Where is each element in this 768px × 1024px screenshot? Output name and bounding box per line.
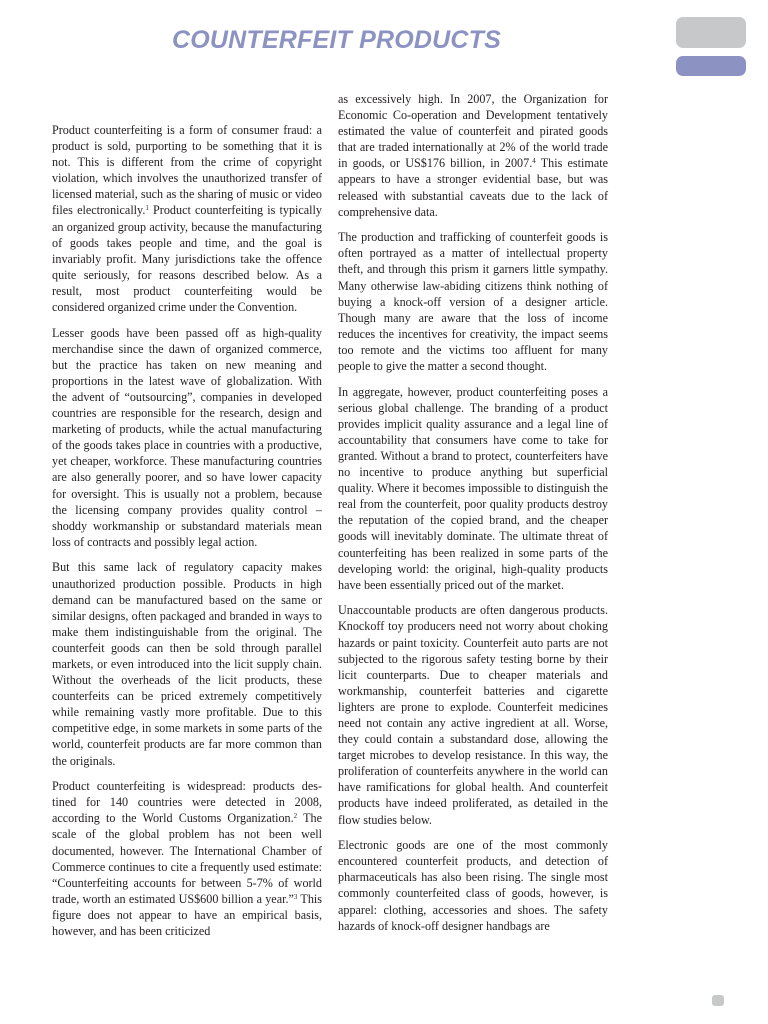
page-title: COUNTERFEIT PRODUCTS — [172, 26, 501, 54]
chapter-tab-grey — [676, 17, 746, 48]
paragraph: Unaccountable products are often dangerous products. Knockoff toy producers need not worry about choking hazards or paint toxicity. Counterfeit auto parts are not subjected to the rigorous safety testing borne by their licit counterparts. Due to cheaper materials and workmanship, counterfeit batteries and cigarette lighters are prone to explode. Counterfeit medicines need not contain any active ingredient at all. Worse, they could contain a substandard dose, allowing the target microbes to develop resistance. In this way, the proliferation of counterfeits anywhere in the world can have ramifications for global health. And counterfeit products have indeed proliferated, as detailed in the flow studies below. — [338, 603, 608, 827]
paragraph: The production and trafficking of counterfeit goods is often portrayed as a matter of intellectual property theft, and through this prism it garners little sympathy. Many otherwise law-abiding citizens think nothing of buying a knock-off version of a designer article. Though many are aware that the loss of income reduces the incentives for creativity, the impact seems too remote and the victims too affluent for many people to give the matter a second thought. — [338, 230, 608, 373]
paragraph: Lesser goods have been passed off as high-quality merchandise since the dawn of organized commerce, but the practice has taken on new meaning and proportions in the latest wave of globalization. With the advent of “outsourcing”, companies in developed countries are responsible for the research, design and marketing of products, while the actual manufacturing of the goods takes place in countries with a productive, yet cheaper, workforce. These manufacturing countries are also generally poorer, and so have lower capacity for oversight. This is usually not a problem, because the licensing company provides quality control – shoddy workmanship or substandard materials mean loss of contracts and possibly legal action. — [52, 325, 322, 549]
chapter-tab-blue — [676, 56, 746, 76]
paragraph: Electronic goods are one of the most commonly encountered counterfeit products, and detection of pharmaceuticals has also been rising. The single most commonly counterfeited class of goods, however, is apparel: clothing, accessories and shoes. The safety hazards of knock-off designer handbags are — [338, 838, 608, 933]
right-column — [338, 91, 608, 943]
footnote-ref: 3 — [293, 892, 298, 901]
paragraph: In aggregate, however, product counterfeiting poses a serious global challenge. The branding of a product provides implicit quality assurance and a legal line of accountability that consumers have come to take for granted. Without a brand to protect, counterfeiters have no incentive to produce anything but superficial quality. Where it becomes impossible to distinguish the real from the counterfeit, poor quality products destroy the reputation of the copied brand, and the cheaper goods will inevitably dominate. The ultimate threat of counterfeiting has been realized in some parts of the developing world: the original, high-quality products have been essentially priced out of the market. — [338, 384, 608, 592]
footnote-ref: 1 — [145, 204, 149, 213]
paragraph: Product counterfeiting is widespread: products destined for 140 countries were detected in 2008, according to the World Customs Organization.$^2$ The scale of the global problem has not been well documented, however. The International Chamber of Commerce continues to cite a frequently used estimate: “Counterfeiting accounts for between 5-7% of world trade, worth an estimated US$600 billion a year.”$^3$ This figure does not appear to have an empirical basis, however, and has been criticized — [52, 779, 323, 938]
left-column — [52, 122, 322, 949]
footnote-ref: 4 — [532, 157, 536, 166]
paragraph: Product counterfeiting is a form of consumer fraud: a product is sold, purporting to be something that it is not. This is different from the crime of copyright violation, which involves the unauthorized transfer of licensed material, such as the sharing of music or video files electronically.$^1$ Product counterfeiting is typically an organized group activity, because the manufacturing of goods takes people and time, and the goal is invariably profit. Many jurisdictions take the offence quite seriously, for reasons described below. As a result, most product counterfeiting would be considered organized crime under the Convention. — [52, 123, 322, 315]
page-marker — [712, 995, 724, 1006]
footnote-ref: 2 — [293, 812, 298, 821]
paragraph: as excessively high. In 2007, the Organization for Economic Co-operation and Development tentatively estimated the value of counterfeit and pirated goods that are traded internationally at 2% of the world trade in goods, or US$176 billion, in 2007.$^4$ This estimate appears to have a stronger evidential base, but was released with substantial caveats due to the lack of comprehensive data. — [338, 92, 608, 219]
paragraph: But this same lack of regulatory capacity makes unauthorized production possible. Products in high demand can be manufactured based on the same or similar designs, often packaged and branded in ways to make them indistinguishable from the original. The counterfeit goods can then be sold through parallel markets, or even introduced into the licit supply chain. Without the overheads of the licit products, these counterfeits can be priced extremely competitively while remaining vastly more profitable. Due to this competitive edge, in some markets in some parts of the world, counterfeit products are far more common than the originals. — [52, 560, 322, 768]
